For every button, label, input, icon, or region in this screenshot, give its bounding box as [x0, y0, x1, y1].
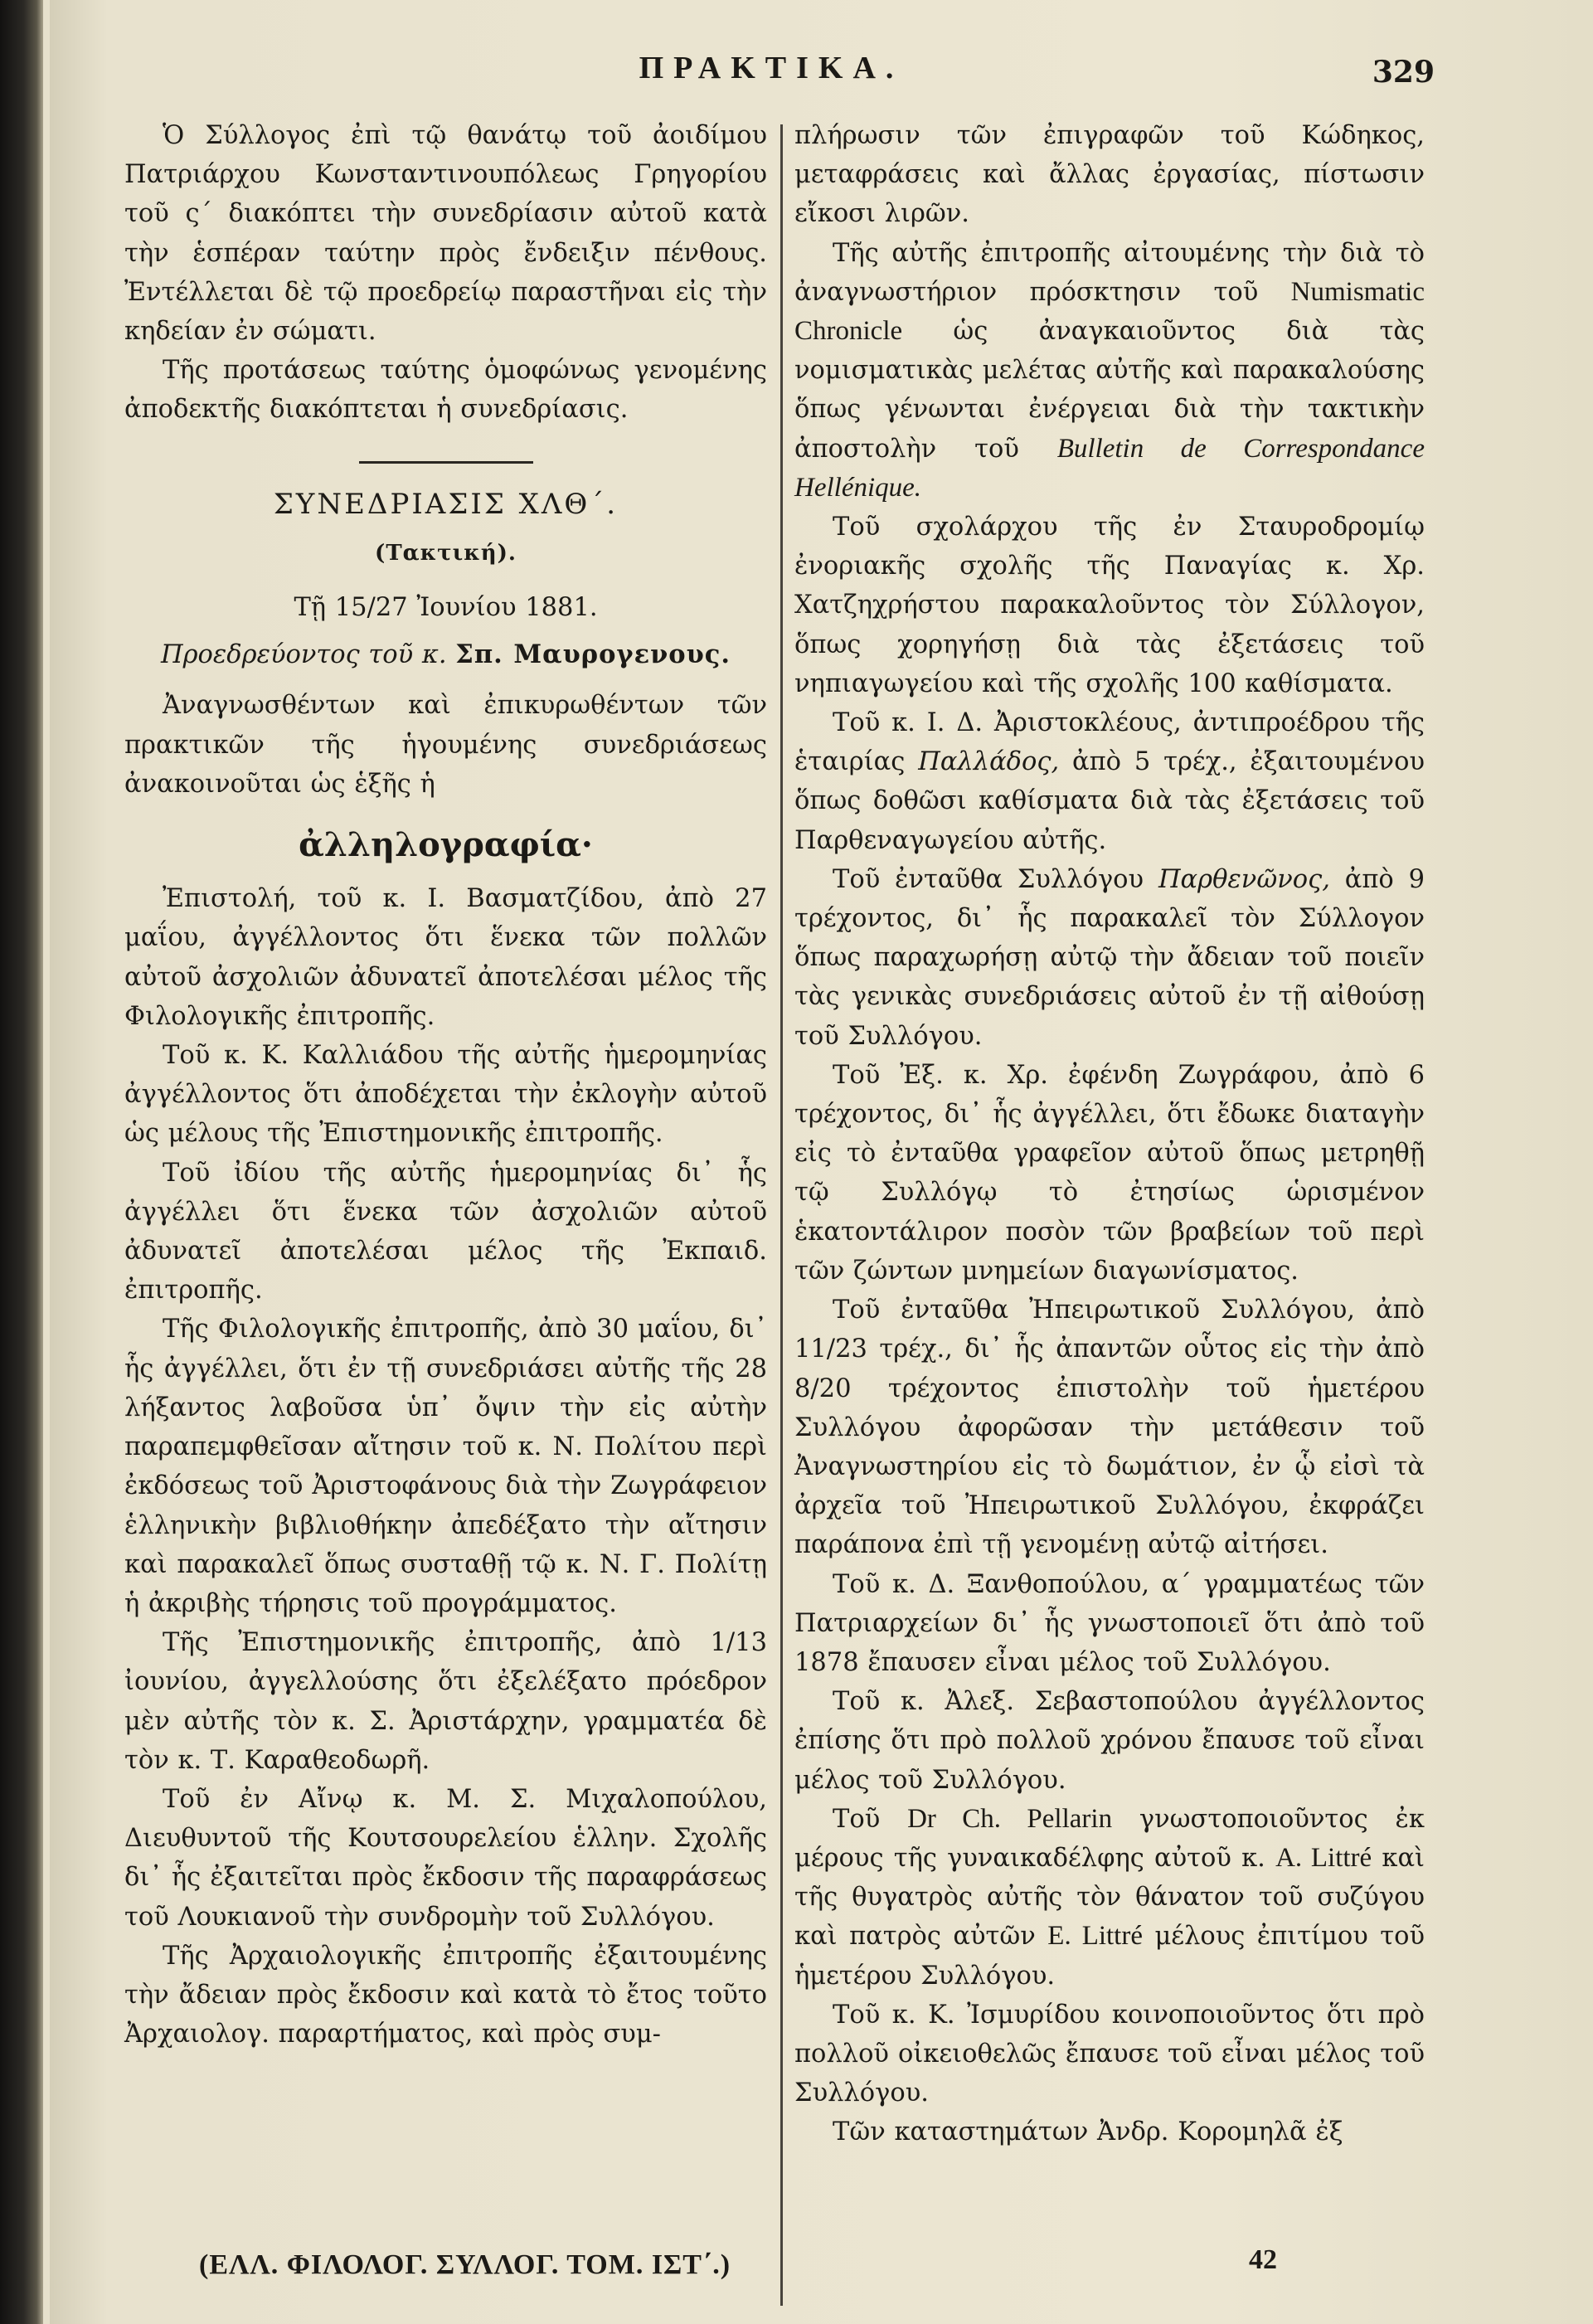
italic-name: Παρθενῶνος,	[1158, 864, 1330, 894]
paragraph: Τοῦ ἐνταῦθα Ἠπειρωτικοῦ Συλλόγου, ἀπὸ 11/23 τρέχ., δι᾽ ἧς ἀπαντῶν οὗτος εἰς τὴν ἀπὸ 8/20 τρέχοντος ἐπιστολὴν τοῦ ἡμετέρου Συλλόγου ἀφορῶσαν τὴν μετάθεσιν τοῦ Ἀναγνωστηρίου εἰς τὸ δωμάτιον, ἐν ᾧ εἰσὶ τὰ ἀρχεῖα τοῦ Ἠπειρωτικοῦ Συλλόγου, ἐκφράζει παράπονα ἐπὶ τῇ γενομένῃ αὐτῷ αἰτήσει.	[794, 1296, 1425, 1560]
correspondence-heading: ἀλληλογραφία·	[299, 825, 593, 865]
paragraph	[794, 703, 1425, 860]
paragraph: Τοῦ ἰδίου τῆς αὐτῆς ἡμερομηνίας δι᾽ ἧς ἀγγέλλει ὅτι ἕνεκα τῶν ἀσχολιῶν αὐτοῦ ἀδυνατεῖ ἀποτελέσαι μέλος τῆς Ἐκπαιδ. ἐπιτροπῆς.	[124, 1158, 767, 1305]
section-divider	[359, 461, 533, 464]
text-run: ἀπὸ 5 τρέχ., ἐξαιτουμένου ὅπως δοθῶσι καθίσματα διὰ τὰς ἐξετάσεις τοῦ Παρθεναγωγείου αὐτῆς.	[794, 747, 1425, 855]
paragraph: Τοῦ κ. Ἀλεξ. Σεβαστοπούλου ἀγγέλλοντος ἐπίσης ὅτι πρὸ πολλοῦ χρόνου ἔπαυσε τοῦ εἶναι μέλος τοῦ Συλλόγου.	[794, 1687, 1425, 1795]
chair-name: Σπ. Μαυρογενους.	[455, 639, 731, 670]
chair-prefix: Προεδρεύοντος τοῦ κ.	[161, 640, 447, 670]
session-title: ΣΥΝΕΔΡΙΑΣΙΣ ΧΛΘ΄.	[273, 487, 619, 521]
latin-title: Numismatic Chronicle	[794, 276, 1425, 347]
paragraph: Τοῦ κ. Κ. Ἰσμυρίδου κοινοποιοῦντος ὅτι πρὸ πολλοῦ οἰκειοθελῶς ἔπαυσε τοῦ εἶναι μέλος τοῦ Συλλόγου.	[794, 2000, 1425, 2108]
text-run: Τῆς αὐτῆς ἐπιτροπῆς αἰτουμένης τὴν διὰ τὸ ἀναγνωστήριον πρόσκτησιν τοῦ	[794, 238, 1425, 307]
paragraph: Τῶν καταστημάτων Ἀνδρ. Κορομηλᾶ ἐξ	[833, 2117, 1343, 2147]
paragraph: Τῆς προτάσεως ταύτης ὁμοφώνως γενομένης ἀποδεκτῆς διακόπτεται ἡ συνεδρίασις.	[124, 356, 767, 425]
paragraph: Ἀναγνωσθέντων καὶ ἐπικυρωθέντων τῶν πρακτικῶν τῆς ἡγουμένης συνεδριάσεως ἀνακοινοῦται ὡς ἑξῆς ἡ	[124, 691, 767, 799]
text-run: Τοῦ κ. Ι. Δ. Ἀριστοκλέους, ἀντιπροέδρου τῆς ἑταιρίας	[794, 708, 1425, 777]
latin-name: A. Littré	[1275, 1842, 1372, 1873]
paragraph: Τοῦ κ. Δ. Ξανθοπούλου, α΄ γραμματέως τῶν Πατριαρχείων δι᾽ ἧς γνωστοποιεῖ ὅτι ἀπὸ τοῦ 1878 ἔπαυσεν εἶναι μέλος τοῦ Συλλόγου.	[794, 1569, 1425, 1677]
latin-name: Dr Ch. Pellarin	[907, 1803, 1113, 1834]
paragraph: Τῆς Φιλολογικῆς ἐπιτροπῆς, ἀπὸ 30 μαΐου, δι᾽ ἧς ἀγγέλλει, ὅτι ἐν τῇ συνεδριάσει αὐτῆς τῆς 28 λήξαντος λαβοῦσα ὑπ᾽ ὄψιν τὴν εἰς αὐτὴν παραπεμφθεῖσαν αἴτησιν τοῦ κ. Ν. Πολίτου περὶ ἐκδόσεως τοῦ Ἀριστοφάνους διὰ τὴν Ζωγράφειον ἑλληνικὴν βιβλιοθήκην ἀπεδέξατο τὴν αἴτησιν καὶ παρακαλεῖ ὅπως συσταθῇ τῷ κ. Ν. Γ. Πολίτῃ ἡ ἀκριβὴς τήρησις τοῦ προγράμματος.	[124, 1315, 767, 1618]
paragraph	[794, 860, 1425, 1056]
column-divider	[780, 124, 783, 2306]
page-number: 329	[1372, 55, 1435, 90]
session-chair	[124, 635, 767, 674]
latin-title: Bulletin de Correspondance Hellénique.	[794, 433, 1425, 503]
signature-mark: 42	[1249, 2244, 1277, 2275]
paragraph: Ἐπιστολή, τοῦ κ. Ι. Βασματζίδου, ἀπὸ 27 μαΐου, ἀγγέλλοντος ὅτι ἕνεκα τῶν πολλῶν αὐτοῦ ἀσχολιῶν ἀδυνατεῖ ἀποτελέσαι μέλος τῆς Φιλολογικῆς ἐπιτροπῆς.	[124, 884, 767, 1031]
latin-name: E. Littré	[1047, 1921, 1143, 1952]
text-run: μέλους ἐπιτίμου τοῦ ἡμετέρου Συλλόγου.	[794, 1922, 1425, 1991]
paragraph: Τοῦ κ. Κ. Καλλιάδου τῆς αὐτῆς ἡμερομηνίας ἀγγέλλοντος ὅτι ἀποδέχεται τὴν ἐκλογὴν αὐτοῦ ὡς μέλους τῆς Ἐπιστημονικῆς ἐπιτροπῆς.	[124, 1041, 767, 1149]
paragraph	[794, 1800, 1425, 1996]
text-run: Τοῦ	[833, 1804, 881, 1834]
text-run: γνωστοποιοῦντος ἐκ μέρους τῆς γυναικαδέλφης αὐτοῦ κ.	[794, 1804, 1425, 1873]
paragraph: πλήρωσιν τῶν ἐπιγραφῶν τοῦ Κώδηκος, μεταφράσεις καὶ ἄλλας ἐργασίας, πίστωσιν εἴκοσι λιρῶν.	[794, 121, 1425, 229]
paragraph: Τῆς Ἐπιστημονικῆς ἐπιτροπῆς, ἀπὸ 1/13 ἰουνίου, ἀγγελλούσης ὅτι ἐξελέξατο πρόεδρον μὲν αὐτῆς τὸν κ. Σ. Ἀριστάρχην, γραμματέα δὲ τὸν κ. Τ. Καραθεοδωρῆ.	[124, 1628, 767, 1775]
paragraph: Τοῦ Ἐξ. κ. Χρ. ἐφένδη Ζωγράφου, ἀπὸ 6 τρέχοντος, δι᾽ ἧς ἀγγέλλει, ὅτι ἔδωκε διαταγὴν εἰς τὸ ἐνταῦθα γραφεῖον αὐτοῦ ὅπως μετρηθῇ τῷ Συλλόγῳ τὸ ἐτησίως ὡρισμένον ἑκατοντάλιρον ποσὸν τῶν βραβείων τοῦ περὶ τῶν ζώντων μνημείων διαγωνίσματος.	[794, 1060, 1425, 1286]
italic-name: Παλλάδος,	[918, 747, 1060, 777]
text-run: καὶ τῆς θυγατρὸς αὐτῆς τὸν θάνατον τοῦ συζύγου καὶ πατρὸς αὐτῶν	[794, 1843, 1425, 1952]
text-run: Τοῦ ἐνταῦθα Συλλόγου	[833, 864, 1144, 894]
paragraph: Τοῦ ἐν Αἴνῳ κ. Μ. Σ. Μιχαλοπούλου, Διευθυντοῦ τῆς Κουτσουρελείου ἑλλην. Σχολῆς δι᾽ ἧς ἐξαιτεῖται πρὸς ἔκδοσιν τῆς παραφράσεως τοῦ Λουκιανοῦ τὴν συνδρομὴν τοῦ Συλλόγου.	[124, 1784, 767, 1932]
paragraph: Τῆς Ἀρχαιολογικῆς ἐπιτροπῆς ἐξαιτουμένης τὴν ἄδειαν πρὸς ἔκδοσιν καὶ κατὰ τὸ ἔτος τοῦτο Ἀρχαιολογ. παραρτήματος, καὶ πρὸς συμ-	[124, 1941, 767, 2049]
text-run: ὡς ἀναγκαιοῦντος διὰ τὰς νομισματικὰς μελέτας αὐτῆς καὶ παρακαλούσης ὅπως γένωνται ἐνέργειαι διὰ τὴν τακτικὴν ἀποστολὴν τοῦ	[794, 317, 1425, 464]
text-run: ἀπὸ 9 τρέχοντος, δι᾽ ἧς παρακαλεῖ τὸν Σύλλογον ὅπως παραχωρήσῃ αὐτῷ τὴν ἄδειαν τοῦ ποιεῖν τὰς γενικὰς συνεδριάσεις αὐτοῦ ἐν τῇ αἰθούσῃ τοῦ Συλλόγου.	[794, 864, 1425, 1051]
paragraph: Τοῦ σχολάρχου τῆς ἐν Σταυροδρομίῳ ἐνοριακῆς σχολῆς τῆς Παναγίας κ. Χρ. Χατζηχρήστου παρακαλοῦντος τὸν Σύλλογον, ὅπως χορηγήσῃ διὰ τὰς ἐξετάσεις τοῦ νηπιαγωγείου καὶ τῆς σχολῆς 100 καθίσματα.	[794, 513, 1425, 698]
book-spine	[0, 0, 43, 2324]
paragraph: Ὁ Σύλλογος ἐπὶ τῷ θανάτῳ τοῦ ἀοιδίμου Πατριάρχου Κωνσταντινουπόλεως Γρηγορίου τοῦ ς΄ διακόπτει τὴν συνεδρίασιν αὐτοῦ κατὰ τὴν ἑσπέραν ταύτην πρὸς ἔνδειξιν πένθους. Ἐντέλλεται δὲ τῷ προεδρείῳ παραστῆναι εἰς τὴν κηδείαν ἐν σώματι.	[124, 121, 767, 347]
left-column	[124, 116, 767, 2054]
footer-citation: (ΕΛΛ. ΦΙΛΟΛΟΓ. ΣΥΛΛΟΓ. ΤΟΜ. ΙΣΤ΄.)	[199, 2249, 731, 2280]
session-type: (Τακτική).	[375, 540, 517, 566]
running-head: ΠΡΑΚΤΙΚΑ.	[639, 51, 904, 85]
right-column	[794, 116, 1425, 2152]
paragraph	[794, 234, 1425, 508]
session-date: Τῇ 15/27 Ἰουνίου 1881.	[294, 593, 598, 623]
